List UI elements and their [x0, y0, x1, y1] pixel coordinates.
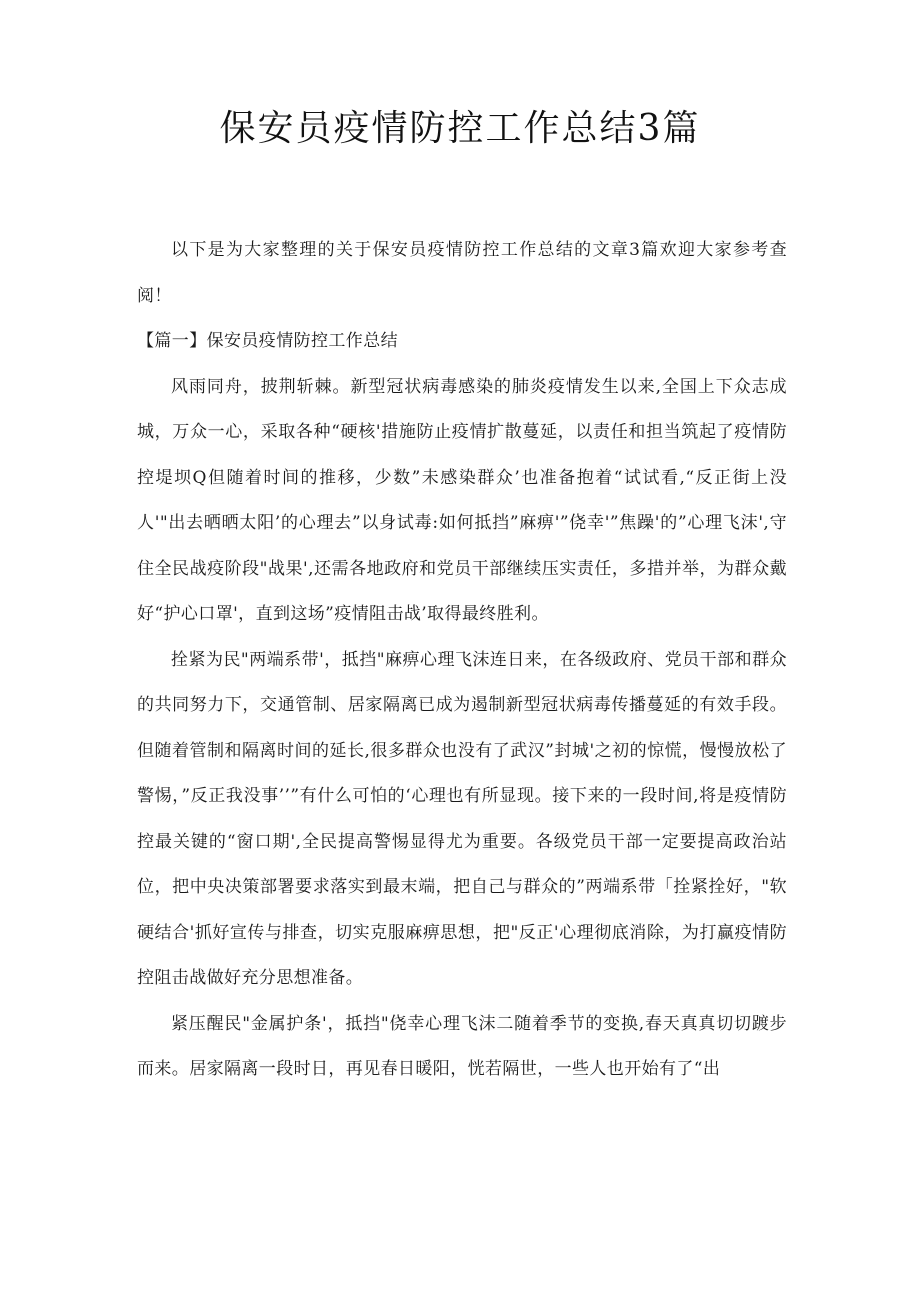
intro-paragraph: 以下是为大家整理的关于保安员疫情防控工作总结的文章3篇欢迎大家参考查阅！: [137, 240, 787, 306]
section-heading: 【篇一】保安员疫情防控工作总结: [137, 331, 398, 351]
body-paragraph-3: 紧压醒民"金属护条'，抵挡"侥幸心理飞沫二随着季节的变换,春天真真切切踱步而来。居家隔离一段时日，再见春日暖阳，恍若隔世，一些人也开始有了“出: [137, 1013, 787, 1079]
document-body: [137, 228, 787, 1093]
body-paragraph-1: 风雨同舟，披荆斩棘。新型冠状病毒感染的肺炎疫情发生以来,全国上下众志成城，万众一心，采取各种“硬核'措施防止疫情扩散蔓延，以责任和担当筑起了疫情防控堤坝Q但随着时间的推移，少数”未感染群众’也准备抱着“试试看,“反正街上没人'"出去晒晒太阳’的心理去”以身试毒:如何抵挡”麻痹'”侥幸'”焦躁'的”心理飞沫',守住全民战疫阶段"战果',还需各地政府和党员干部继续压实责任，多措并举，为群众戴好“护心口罩'，直到这场”疫情阻击战’取得最终胜利。: [137, 376, 787, 624]
body-paragraph-2: 拴紧为民"两端系带'，抵挡"麻痹心理飞沫连日来，在各级政府、党员干部和群众的共同努力下，交通管制、居家隔离已成为遏制新型冠状病毒传播蔓延的有效手段。但随着管制和隔离时间的延长,很多群众也没有了武汉”封城'之初的惊慌，慢慢放松了警惕，”反正我没事’’”有什么可怕的‘心理也有所显现。接下来的一段时间,将是疫情防控最关键的“窗口期',全民提高警惕显得尤为重要。各级党员干部一定要提高政治站位，把中央决策部署要求落实到最末端，把自己与群众的”两端系带「拴紧拴好，"软硬结合'抓好宣传与排查，切实克服麻痹思想，把"反正'心理彻底消除，为打赢疫情防控阻击战做好充分思想准备。: [137, 649, 787, 988]
document-title: 保安员疫情防控工作总结3篇: [219, 108, 701, 149]
